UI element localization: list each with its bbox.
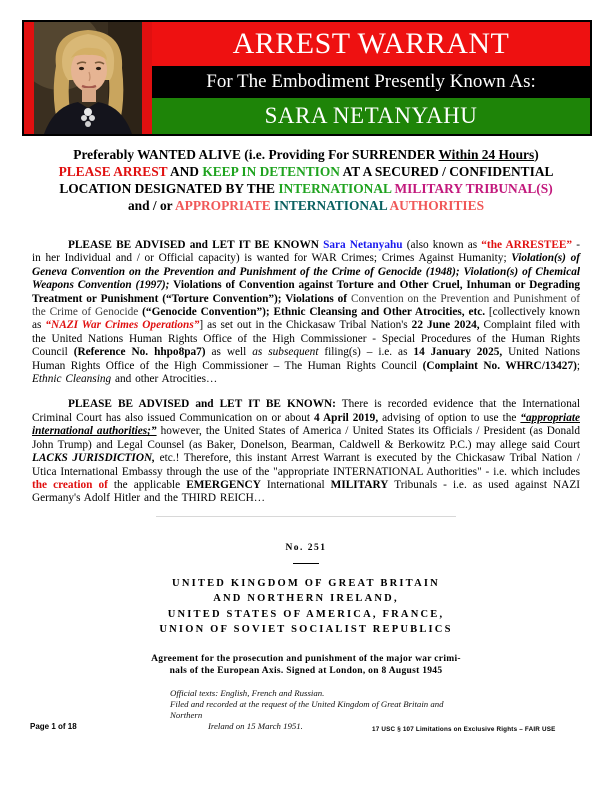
treaty-official-line: Official texts: English, French and Russian. bbox=[170, 687, 325, 698]
text-segment: as subsequent bbox=[252, 346, 319, 359]
portrait-photo bbox=[34, 22, 142, 134]
text-segment: 22 June 2024, bbox=[411, 319, 480, 332]
treaty-country-line: UNITED STATES OF AMERICA, FRANCE, bbox=[167, 608, 445, 620]
treaty-rule bbox=[293, 563, 319, 564]
headline-line-3 bbox=[30, 180, 582, 197]
text-segment: PLEASE ARREST bbox=[58, 164, 168, 179]
text-segment: as well bbox=[205, 346, 253, 359]
footer-page-number: Page 1 of 18 bbox=[30, 722, 77, 731]
text-segment: (Reference No. hhpo8pa7) bbox=[73, 346, 206, 359]
text-segment: and / or bbox=[127, 198, 175, 213]
text-segment: (“Genocide Convention”); Ethnic Cleansing and Other Atrocities, etc. bbox=[142, 306, 489, 319]
arrest-warrant-title: ARREST WARRANT bbox=[152, 22, 590, 66]
text-segment: (also known as bbox=[402, 239, 482, 251]
text-segment: PLEASE BE ADVISED and LET IT BE KNOWN bbox=[68, 239, 324, 251]
text-segment: EMERGENCY bbox=[186, 478, 261, 491]
text-segment: Violation(s) of Geneva Convention on the Prevention and Punishment of the Crime of Genocide (1948); Violation(s) of Chemical Weapons Convention (1997); bbox=[32, 252, 580, 292]
treaty-agreement-title bbox=[0, 653, 612, 677]
text-segment: [collectively known as bbox=[32, 306, 580, 332]
text-segment: “NAZI War Crimes Operations” bbox=[45, 319, 200, 332]
advisory-paragraph-2 bbox=[32, 398, 580, 505]
wanted-person-name: SARA NETANYAHU bbox=[152, 98, 590, 134]
text-segment: advising of option to use the bbox=[378, 411, 521, 424]
text-segment: however, the United States of America / United States its Officials / President (as Donald John Trump) and Legal Counsel (as Baker, Donelson, Bearman, Caldwell & Berkowitz P.C.) may allege said Court bbox=[32, 425, 581, 451]
banner-title-stack bbox=[152, 22, 590, 134]
text-segment: AT A SECURED / CONFIDENTIAL bbox=[339, 164, 554, 179]
text-segment: INTERNATIONAL bbox=[278, 181, 392, 196]
text-segment: Violations of Convention against Torture and Other Cruel, Inhuman or Degrading Treatment or Punishment (“Torture Convention”); Violations of bbox=[32, 279, 581, 305]
treaty-country-line: UNION OF SOVIET SOCIALIST REPUBLICS bbox=[159, 624, 453, 636]
text-segment: Within 24 Hours bbox=[438, 147, 535, 162]
text-segment: (Complaint No. WHRC/13427) bbox=[422, 359, 577, 372]
treaty-country-line: UNITED KINGDOM OF GREAT BRITAIN bbox=[172, 577, 440, 589]
text-segment: 14 January 2025, bbox=[413, 346, 503, 359]
footer-fair-use-notice: 17 USC § 107 Limitations on Exclusive Rights – FAIR USE bbox=[372, 726, 556, 733]
text-segment: - in her Individual and / or Official capacity) is wanted for WAR Crimes; Crimes Against Humanity; bbox=[32, 239, 580, 265]
text-segment: Sara Netanyahu bbox=[323, 239, 403, 251]
text-segment: Preferably WANTED ALIVE (i.e. Providing For SURRENDER bbox=[73, 147, 439, 162]
treaty-number: No. 251 bbox=[285, 542, 327, 553]
text-segment: AND bbox=[167, 164, 203, 179]
text-segment: and other Atrocities… bbox=[111, 373, 218, 386]
headline-line-2 bbox=[30, 163, 582, 180]
headline-line-4 bbox=[30, 197, 582, 214]
treaty-country-line: AND NORTHERN IRELAND, bbox=[213, 593, 399, 605]
text-segment: APPROPRIATE bbox=[174, 198, 271, 213]
treaty-official-line: Filed and recorded at the request of the United Kingdom of Great Britain and Northern bbox=[170, 698, 444, 720]
text-segment: International bbox=[260, 478, 331, 491]
text-segment: ) bbox=[534, 147, 539, 162]
text-segment: ; bbox=[576, 359, 580, 372]
text-segment: the applicable bbox=[107, 478, 187, 491]
text-segment: KEEP IN DETENTION bbox=[202, 164, 340, 179]
text-segment: MILITARY bbox=[330, 478, 389, 491]
text-segment: Tribunals - i.e. as used against NAZI Germany's Adolf Hitler and the THIRD REICH… bbox=[32, 478, 580, 505]
arrest-warrant-banner bbox=[22, 20, 592, 136]
text-segment: Complaint filed with the United Nations Human Rights Office of the High Commissioner - Special Procedures of the Human Rights Council bbox=[32, 319, 580, 359]
text-segment: “appropriate international authorities;” bbox=[32, 411, 580, 438]
treaty-agreement-line: Agreement for the prosecution and punishment of the major war crimi- bbox=[151, 653, 461, 664]
text-segment: filing(s) – i.e. as bbox=[318, 346, 414, 359]
text-segment: PLEASE BE ADVISED and LET IT BE KNOWN: bbox=[68, 398, 336, 411]
text-segment: Convention on the Prevention and Punishment of the Crime of Genocide bbox=[32, 292, 580, 319]
advisory-paragraph-1 bbox=[32, 239, 580, 386]
headline-block bbox=[30, 146, 582, 214]
photo-frame bbox=[24, 22, 152, 134]
treaty-excerpt bbox=[0, 543, 612, 732]
text-segment: There is recorded evidence that the International Criminal Court has also issued Communication on or about bbox=[32, 398, 581, 424]
text-segment: etc.! Therefore, this instant Arrest Warrant is executed by the Chickasaw Tribal Nation / Utica International Embassy through the use of the "appropriate INTERNATIONAL Authorities" - i.e. which includes bbox=[32, 452, 580, 478]
section-divider bbox=[156, 516, 456, 517]
text-segment: AUTHORITIES bbox=[389, 198, 485, 213]
text-segment: the creation of bbox=[32, 478, 108, 491]
text-segment: ] as set out in the Chickasaw Tribal Nation's bbox=[199, 319, 412, 332]
treaty-official-line: Ireland on 15 March 1951. bbox=[208, 720, 303, 731]
text-segment: “the ARRESTEE” bbox=[481, 239, 573, 251]
text-segment: 4 April 2019, bbox=[313, 411, 379, 424]
banner-subtitle: For The Embodiment Presently Known As: bbox=[152, 66, 590, 98]
text-segment: LOCATION DESIGNATED BY THE bbox=[59, 181, 279, 196]
treaty-agreement-line: nals of the European Axis. Signed at London, on 8 August 1945 bbox=[169, 665, 443, 676]
text-segment: INTERNATIONAL bbox=[274, 198, 387, 213]
text-segment: Ethnic Cleansing bbox=[32, 373, 112, 386]
text-segment: LACKS JURISDICTION, bbox=[32, 452, 155, 465]
text-segment: MILITARY TRIBUNAL(S) bbox=[394, 181, 553, 196]
headline-line-1 bbox=[30, 146, 582, 163]
text-segment: United Nations Human Rights Office of the High Commissioner – The Human Rights Council bbox=[32, 346, 580, 372]
